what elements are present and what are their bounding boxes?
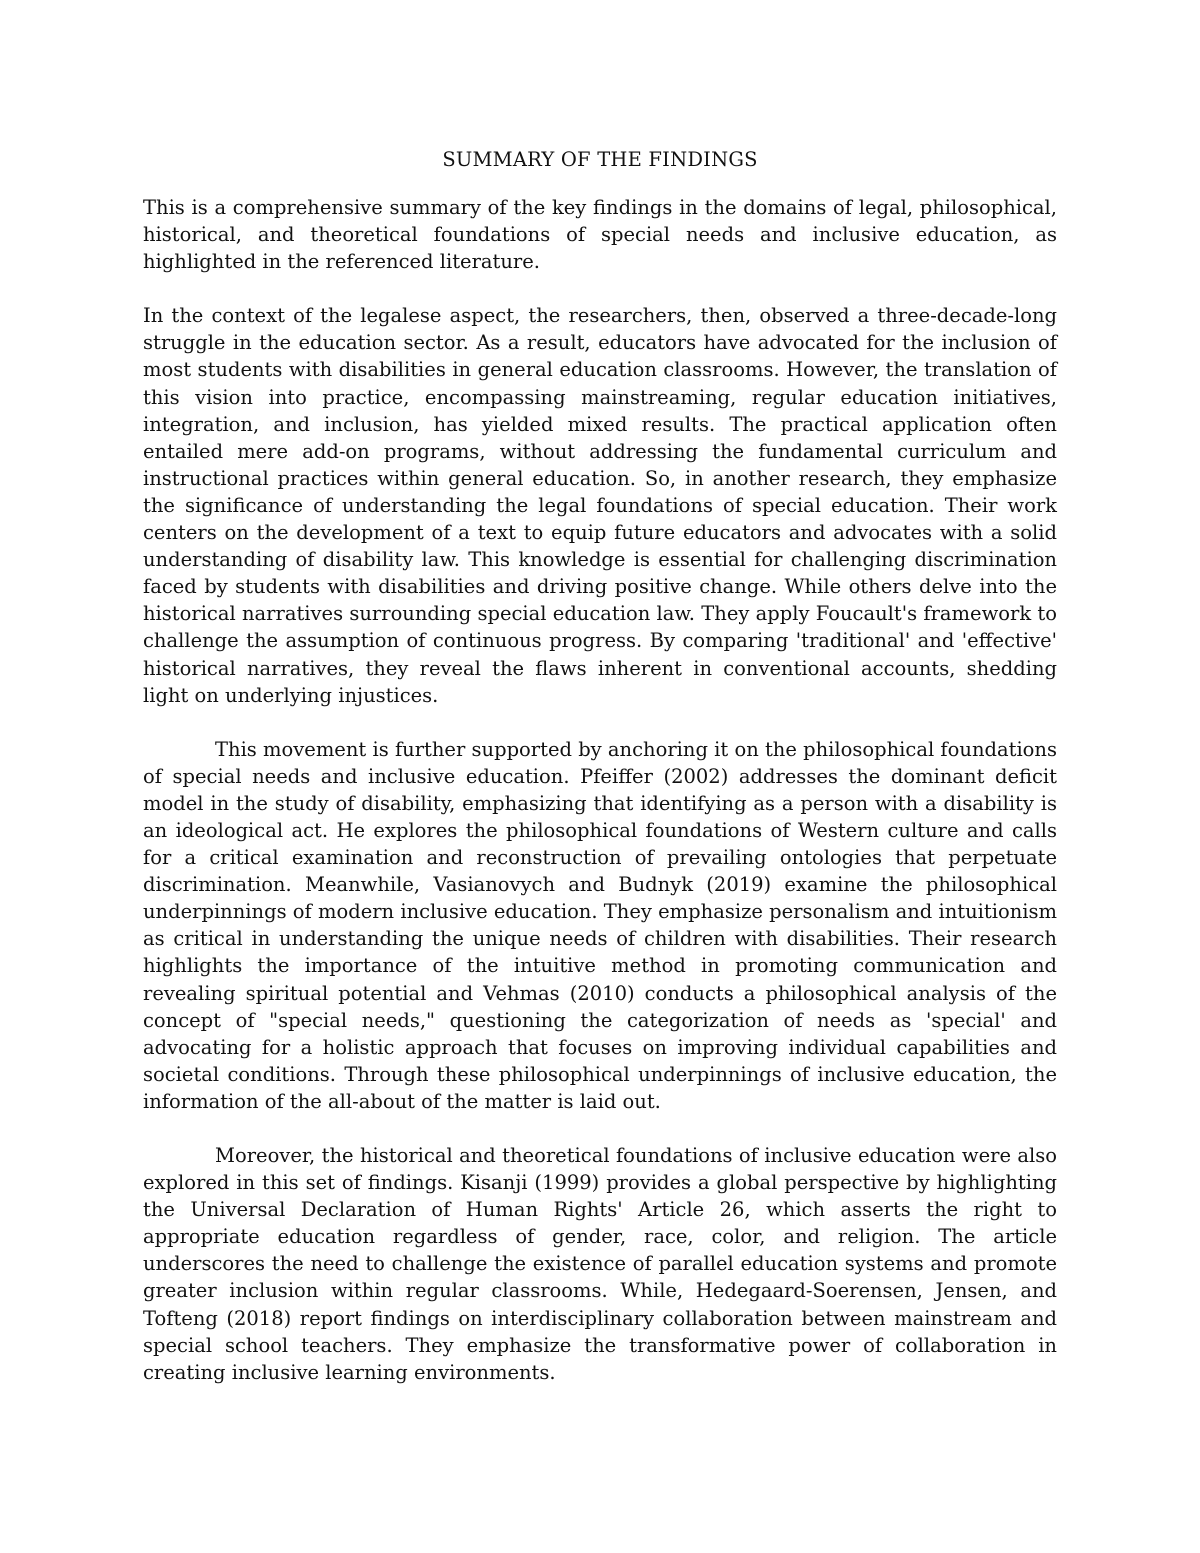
paragraph-intro: This is a comprehensive summary of the key findings in the domains of legal, philosophical, historical, and theoretical foundations of special needs and inclusive education, as highlighted in the referenced literature. (143, 196, 1057, 274)
paragraph-philosophical-foundations: This movement is further supported by anchoring it on the philosophical foundations of special needs and inclusive education. Pfeiffer (2002) addresses the dominant deficit model in the study of disability, emphasizing that identifying as a person with a disability is an ideological act. He explores the philosophical foundations of Western culture and calls for a critical examination and reconstruction of prevailing ontologies that perpetuate discrimination. Meanwhile, Vasianovych and Budnyk (2019) examine the philosophical underpinnings of modern inclusive education. They emphasize personalism and intuitionism as critical in understanding the unique needs of children with disabilities. Their research highlights the importance of the intuitive method in promoting communication and revealing spiritual potential and Vehmas (2010) conducts a philosophical analysis of the concept of "special needs," questioning the categorization of needs as 'special' and advocating for a holistic approach that focuses on improving individual capabilities and societal conditions. Through these philosophical underpinnings of inclusive education, the information of the all-about of the matter is laid out. (143, 737, 1057, 1113)
document-body (143, 146, 1057, 1413)
paragraph-historical-theoretical-foundations: Moreover, the historical and theoretical foundations of inclusive education were also explored in this set of findings. Kisanji (1999) provides a global perspective by highlighting the Universal Declaration of Human Rights' Article 26, which asserts the right to appropriate education regardless of gender, race, color, and religion. The article underscores the need to challenge the existence of parallel education systems and promote greater inclusion within regular classrooms. While, Hedegaard-Soerensen, Jensen, and Tofteng (2018) report findings on interdisciplinary collaboration between mainstream and special school teachers. They emphasize the transformative power of collaboration in creating inclusive learning environments. (143, 1144, 1057, 1384)
document-title: SUMMARY OF THE FINDINGS (442, 148, 758, 171)
paragraph-legal-foundations: In the context of the legalese aspect, the researchers, then, observed a three-decade-long struggle in the education sector. As a result, educators have advocated for the inclusion of most students with disabilities in general education classrooms. However, the translation of this vision into practice, encompassing mainstreaming, regular education initiatives, integration, and inclusion, has yielded mixed results. The practical application often entailed mere add-on programs, without addressing the fundamental curriculum and instructional practices within general education. So, in another research, they emphasize the significance of understanding the legal foundations of special education. Their work centers on the development of a text to equip future educators and advocates with a solid understanding of disability law. This knowledge is essential for challenging discrimination faced by students with disabilities and driving positive change. While others delve into the historical narratives surrounding special education law. They apply Foucault's framework to challenge the assumption of continuous progress. By comparing 'traditional' and 'effective' historical narratives, they reveal the flaws inherent in conventional accounts, shedding light on underlying injustices. (143, 304, 1057, 707)
